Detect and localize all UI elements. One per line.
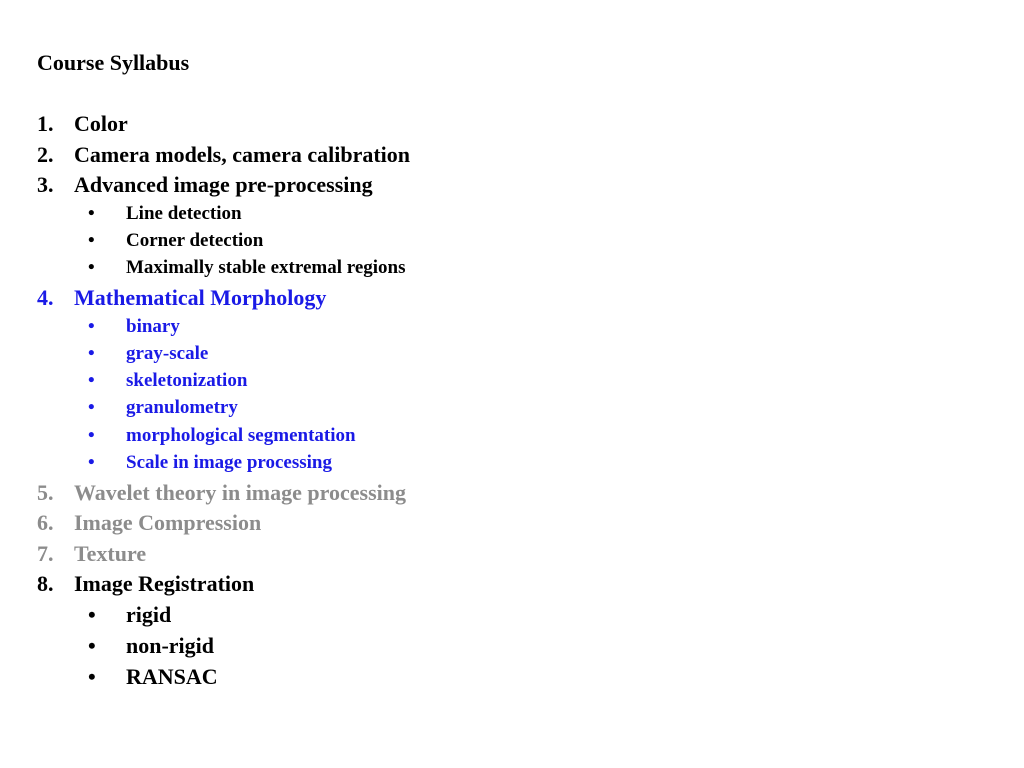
- item-number: 4.: [37, 285, 54, 310]
- subitem-label: Scale in image processing: [126, 452, 333, 473]
- subitem-skeletonization: [88, 369, 247, 393]
- bullet-icon: •: [88, 203, 95, 224]
- bullet-icon: •: [88, 664, 96, 689]
- slide-title: Course Syllabus: [37, 50, 190, 75]
- item-label: Image Registration: [74, 571, 255, 596]
- subitem-label: RANSAC: [126, 664, 218, 689]
- subitem-mser: [88, 256, 406, 280]
- bullet-icon: •: [88, 257, 95, 278]
- item-number: 2.: [37, 142, 54, 167]
- syllabus-item-7: [37, 540, 146, 568]
- subitem-scale: [88, 451, 332, 475]
- subitem-corner-detection: [88, 229, 263, 253]
- bullet-icon: •: [88, 230, 95, 251]
- syllabus-item-4: [37, 284, 326, 312]
- bullet-icon: •: [88, 316, 95, 337]
- item-number: 6.: [37, 510, 54, 535]
- item-label: Texture: [74, 541, 147, 566]
- syllabus-item-2: [37, 141, 410, 169]
- bullet-icon: •: [88, 343, 95, 364]
- subitem-label: Maximally stable extremal regions: [126, 257, 406, 278]
- subitem-ransac: [88, 663, 218, 691]
- subitem-label: granulometry: [126, 397, 238, 418]
- item-number: 7.: [37, 541, 54, 566]
- syllabus-item-6: [37, 509, 261, 537]
- syllabus-item-3: [37, 171, 373, 199]
- item-number: 5.: [37, 480, 54, 505]
- bullet-icon: •: [88, 397, 95, 418]
- subitem-label: morphological segmentation: [126, 425, 356, 446]
- subitem-gray-scale: [88, 342, 208, 366]
- item-label: Image Compression: [74, 510, 262, 535]
- bullet-icon: •: [88, 425, 95, 446]
- item-label: Mathematical Morphology: [74, 285, 327, 310]
- item-label: Advanced image pre-processing: [74, 172, 373, 197]
- subitem-line-detection: [88, 202, 242, 226]
- item-label: Color: [74, 111, 128, 136]
- subitem-label: gray-scale: [126, 343, 209, 364]
- syllabus-item-8: [37, 570, 254, 598]
- syllabus-item-5: [37, 479, 406, 507]
- item-number: 3.: [37, 172, 54, 197]
- subitem-binary: [88, 315, 180, 339]
- item-number: 8.: [37, 571, 54, 596]
- item-label: Camera models, camera calibration: [74, 142, 411, 167]
- subitem-morphological-segmentation: [88, 424, 356, 448]
- item-number: 1.: [37, 111, 54, 136]
- item-label: Wavelet theory in image processing: [74, 480, 406, 505]
- subitem-label: Corner detection: [126, 230, 264, 251]
- subitem-label: skeletonization: [126, 370, 248, 391]
- bullet-icon: •: [88, 633, 96, 658]
- syllabus-item-1: [37, 110, 128, 138]
- bullet-icon: •: [88, 452, 95, 473]
- bullet-icon: •: [88, 370, 95, 391]
- subitem-label: rigid: [126, 602, 172, 627]
- subitem-label: binary: [126, 316, 180, 337]
- subitem-label: Line detection: [126, 203, 242, 224]
- subitem-non-rigid: [88, 632, 214, 660]
- subitem-granulometry: [88, 396, 238, 420]
- subitem-rigid: [88, 601, 171, 629]
- subitem-label: non-rigid: [126, 633, 215, 658]
- bullet-icon: •: [88, 602, 96, 627]
